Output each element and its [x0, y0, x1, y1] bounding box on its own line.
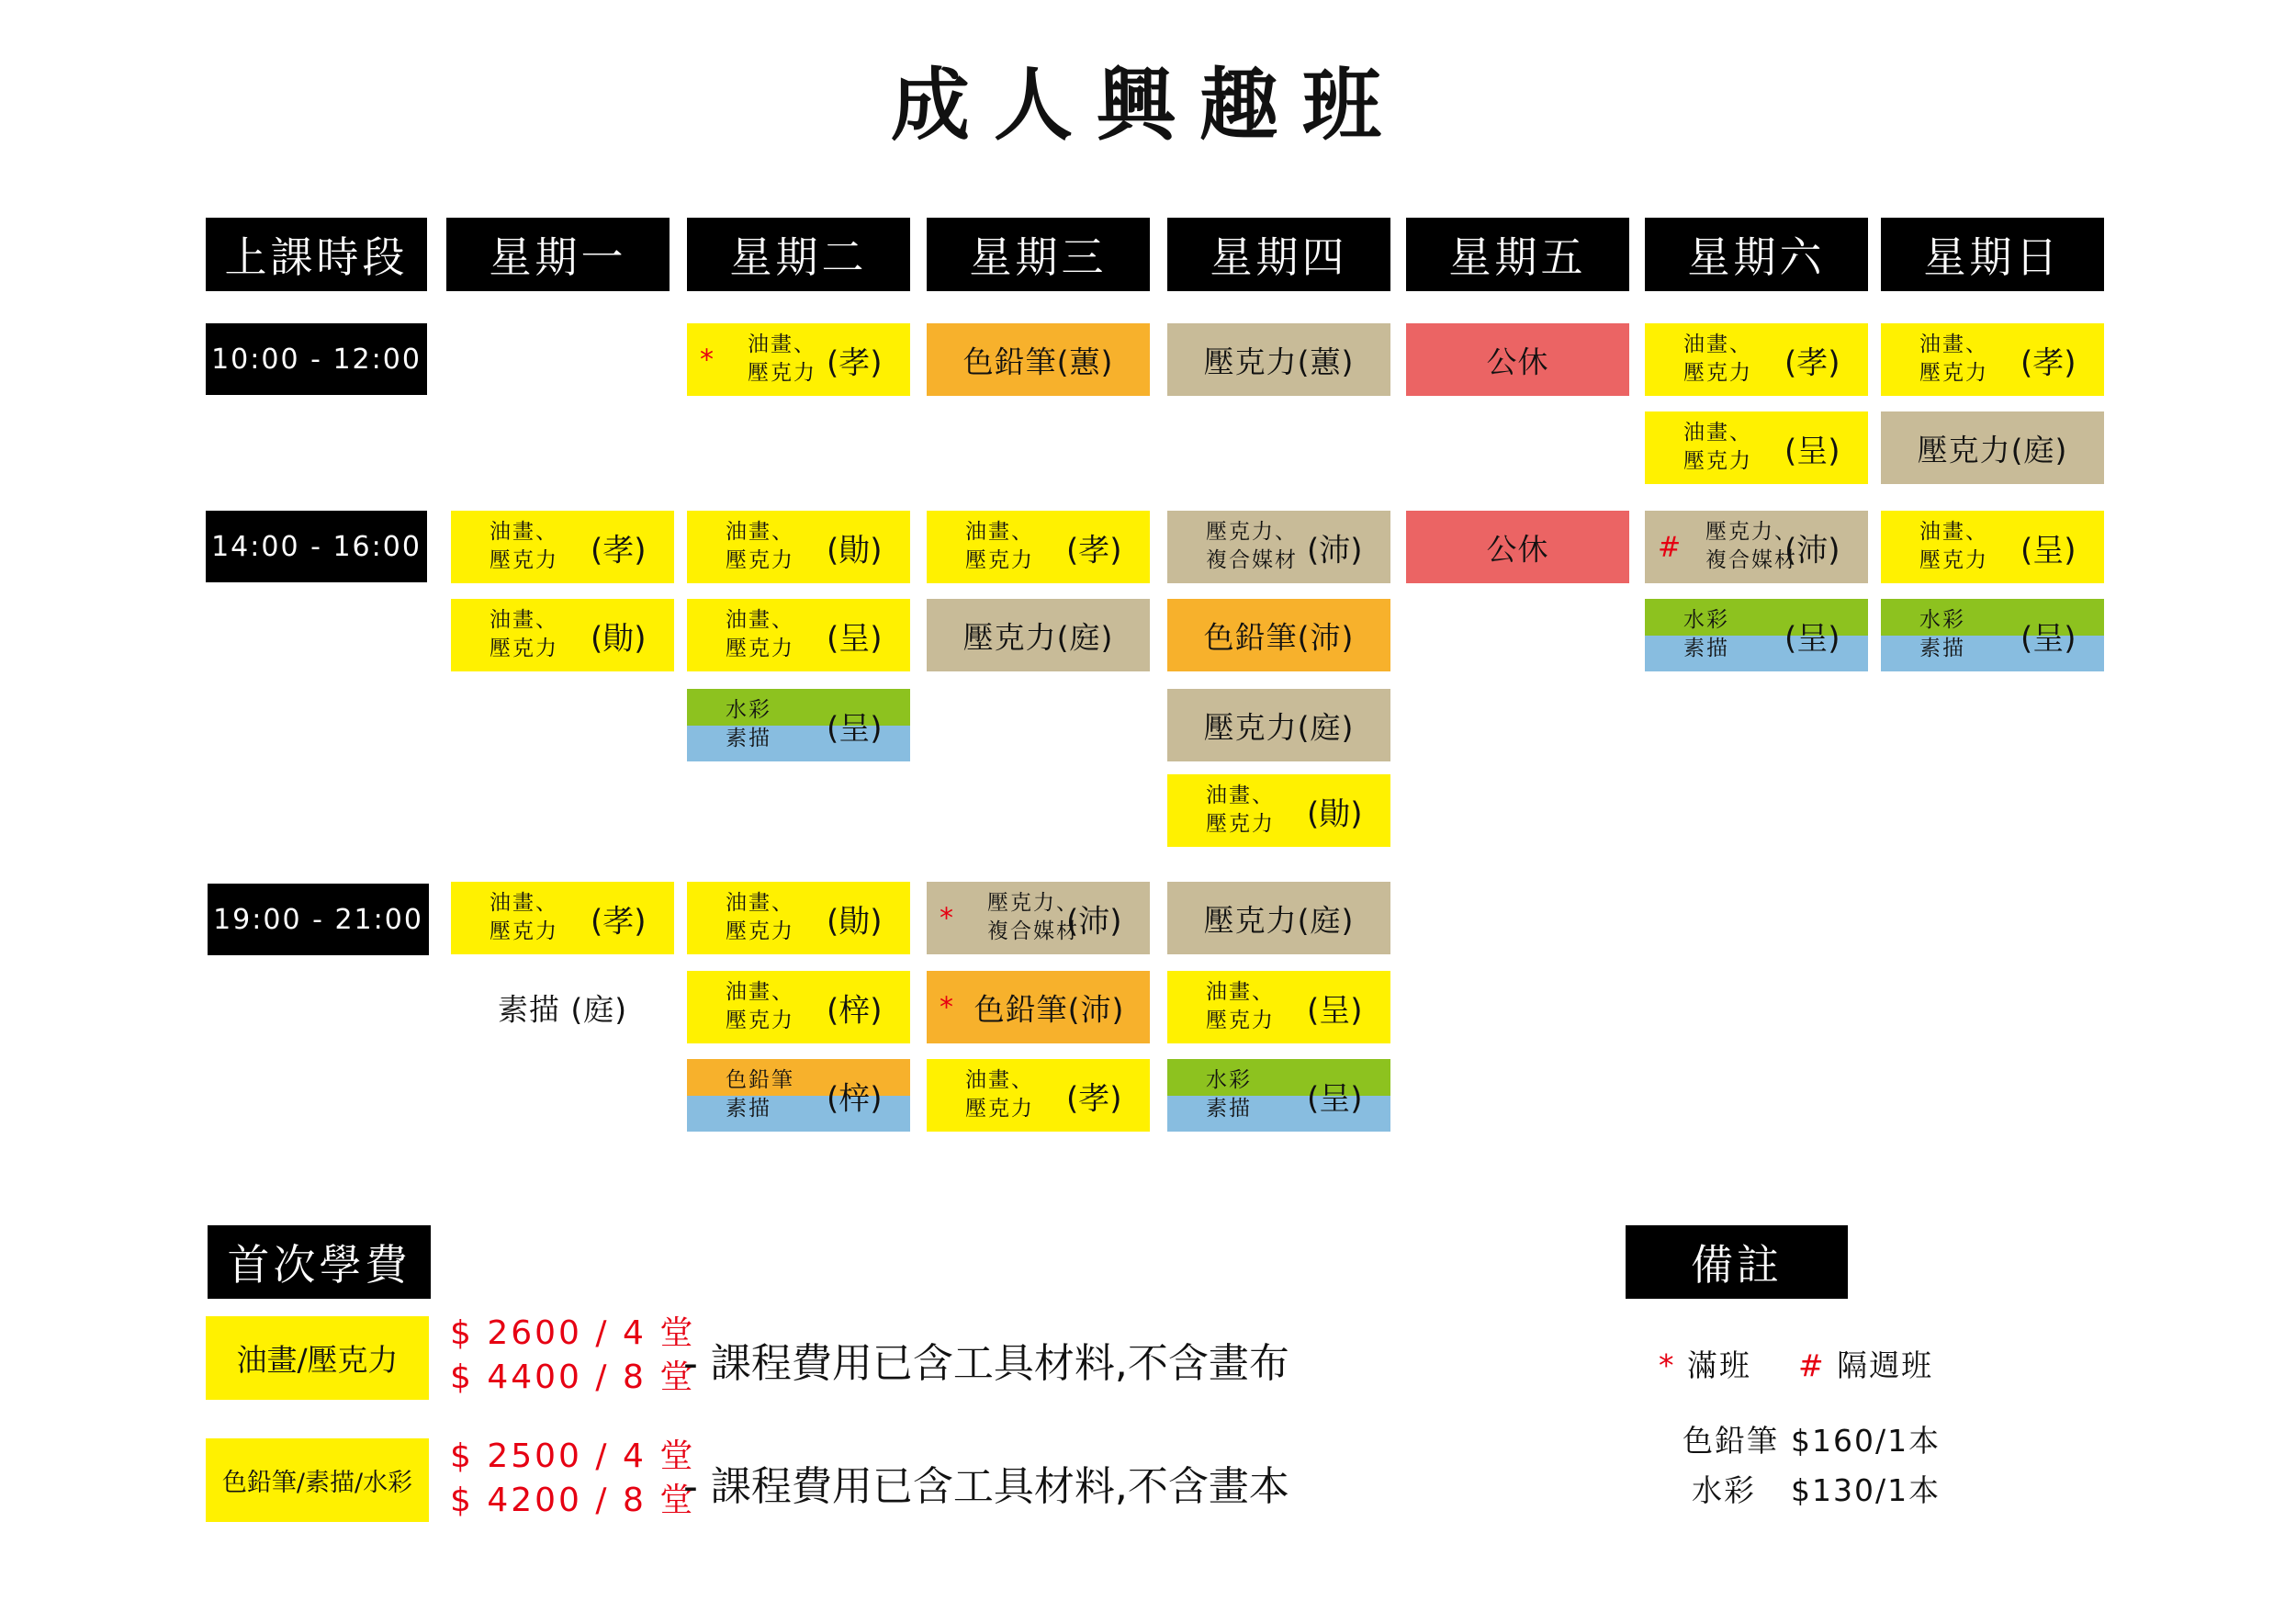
course-cell — [1645, 599, 1868, 671]
course-name: 壓克力(庭) — [1203, 709, 1355, 745]
remark-item-colored-pencil — [1683, 1417, 1941, 1460]
course-name — [1919, 606, 1965, 663]
course-cell — [927, 599, 1150, 671]
course-name — [1683, 606, 1729, 663]
remark-item-price: $160/1本 — [1791, 1423, 1941, 1459]
course-name — [490, 889, 558, 946]
teacher-label: (呈) — [2020, 532, 2077, 569]
course-cell — [1167, 511, 1390, 583]
teacher-label: (呈) — [1307, 992, 1363, 1029]
header-sunday: 星期日 — [1881, 218, 2104, 291]
course-name — [726, 696, 771, 753]
course-name: 素描 (庭) — [497, 991, 628, 1027]
course-name: 公休 — [1486, 344, 1549, 379]
course-cell — [1406, 511, 1629, 583]
course-cell — [687, 323, 910, 396]
price-8-lessons: $ 4200 / 8 堂 — [450, 1482, 696, 1519]
course-cell — [1881, 599, 2104, 671]
teacher-label: (呈) — [1307, 1080, 1363, 1117]
course-name — [1683, 419, 1752, 476]
header-monday: 星期一 — [446, 218, 670, 291]
fee-price-pencil-sketch-watercolor — [450, 1435, 695, 1523]
course-name: 色鉛筆(沛) — [974, 991, 1125, 1027]
remarks-header: 備註 — [1626, 1225, 1848, 1299]
teacher-label: (梓) — [827, 992, 883, 1029]
course-name-line: 油畫、 — [726, 891, 794, 915]
course-name-line: 壓克力、 — [1705, 520, 1797, 544]
page-title: 成人興趣班 — [891, 60, 1405, 152]
course-name — [1206, 978, 1275, 1035]
course-name-line: 水彩 — [1683, 608, 1729, 632]
course-name-line: 壓克力 — [1206, 812, 1275, 836]
course-cell — [927, 1059, 1150, 1132]
course-name — [1206, 518, 1298, 575]
course-name-line: 壓克力 — [965, 548, 1034, 572]
course-cell — [451, 511, 674, 583]
course-cell — [1881, 411, 2104, 484]
course-name-line: 油畫、 — [1206, 980, 1275, 1004]
teacher-label: (孝) — [591, 532, 647, 569]
teacher-label: (沛) — [1784, 532, 1840, 569]
teacher-label: (孝) — [2020, 344, 2077, 381]
course-name-line: 壓克力 — [726, 1009, 794, 1032]
course-cell — [1167, 882, 1390, 954]
course-name-line: 油畫、 — [1919, 520, 1988, 544]
course-name — [726, 518, 794, 575]
course-name-line: 水彩 — [1919, 608, 1965, 632]
teacher-label: (孝) — [827, 344, 883, 381]
course-cell — [927, 882, 1150, 954]
teacher-label: (呈) — [1784, 620, 1840, 657]
course-name-line: 素描 — [1919, 637, 1965, 660]
course-cell — [687, 971, 910, 1043]
course-cell — [687, 689, 910, 761]
course-cell — [1645, 323, 1868, 396]
course-name-line: 複合媒材 — [987, 919, 1079, 943]
teacher-label: (沛) — [1307, 532, 1363, 569]
course-cell — [687, 1059, 910, 1132]
course-name — [1206, 1066, 1252, 1123]
course-name — [1683, 331, 1752, 388]
course-name-line: 油畫、 — [1683, 421, 1752, 445]
course-cell — [1167, 774, 1390, 847]
course-cell — [1645, 411, 1868, 484]
full-class-label: 滿班 — [1687, 1347, 1751, 1383]
course-name-line: 壓克力 — [726, 548, 794, 572]
course-name: 壓克力(蕙) — [1203, 344, 1355, 379]
course-name — [490, 518, 558, 575]
course-name-line: 壓克力 — [748, 361, 816, 385]
course-name — [726, 978, 794, 1035]
course-name-line: 油畫、 — [965, 520, 1034, 544]
course-cell — [451, 599, 674, 671]
remark-item-name: 水彩 — [1692, 1472, 1756, 1508]
course-cell — [1167, 971, 1390, 1043]
course-name — [987, 889, 1079, 946]
teacher-label: (梓) — [827, 1080, 883, 1117]
course-name-line: 複合媒材 — [1206, 548, 1298, 572]
price-4-lessons: $ 2500 / 4 堂 — [450, 1437, 696, 1475]
alternate-week-label: 隔週班 — [1837, 1347, 1934, 1383]
course-name-line: 油畫、 — [1919, 332, 1988, 356]
course-name-line: 素描 — [1683, 637, 1729, 660]
course-name — [726, 606, 794, 663]
time-slot-morning: 10:00 - 12:00 — [206, 323, 427, 395]
course-name-line: 水彩 — [1206, 1068, 1252, 1092]
course-cell — [1406, 323, 1629, 396]
course-cell — [927, 971, 1150, 1043]
course-cell — [927, 511, 1150, 583]
fee-note-pencil-sketch-watercolor: - 課程費用已含工具材料,不含畫本 — [683, 1463, 1289, 1510]
course-name-line: 素描 — [726, 727, 771, 750]
teacher-label: (勛) — [827, 903, 883, 940]
teacher-label: (呈) — [1784, 433, 1840, 469]
course-cell — [687, 882, 910, 954]
teacher-label: (孝) — [1066, 1080, 1122, 1117]
course-cell — [1881, 323, 2104, 396]
course-name-line: 素描 — [1206, 1097, 1252, 1121]
header-wednesday: 星期三 — [927, 218, 1150, 291]
course-name-line: 水彩 — [726, 698, 771, 722]
course-name: 色鉛筆(蕙) — [962, 344, 1114, 379]
teacher-label: (勛) — [827, 532, 883, 569]
teacher-label: (呈) — [827, 620, 883, 657]
course-name-line: 壓克力 — [1683, 449, 1752, 473]
course-name — [1919, 518, 1988, 575]
remarks-legend — [1659, 1342, 1933, 1385]
course-name-line: 壓克力 — [490, 548, 558, 572]
teacher-label: (孝) — [591, 903, 647, 940]
teacher-label: (勛) — [1307, 795, 1363, 832]
fee-note-oil-acrylic: - 課程費用已含工具材料,不含畫布 — [683, 1340, 1289, 1387]
header-tuesday: 星期二 — [687, 218, 910, 291]
course-name — [490, 606, 558, 663]
course-name — [965, 1066, 1034, 1123]
price-8-lessons: $ 4400 / 8 堂 — [450, 1358, 696, 1396]
course-cell — [451, 882, 674, 954]
alternate-week-mark: # — [1798, 1347, 1826, 1383]
course-name-line: 油畫、 — [965, 1068, 1034, 1092]
course-name-line: 壓克力 — [1919, 361, 1988, 385]
teacher-label: (孝) — [1784, 344, 1840, 381]
course-name — [1705, 518, 1797, 575]
teacher-label: (沛) — [1066, 903, 1122, 940]
course-name-line: 壓克力 — [726, 919, 794, 943]
course-name: 色鉛筆(沛) — [1203, 619, 1355, 655]
course-name-line: 壓克力 — [726, 637, 794, 660]
course-name — [965, 518, 1034, 575]
course-name-line: 素描 — [726, 1097, 771, 1121]
course-name-line: 油畫、 — [490, 608, 558, 632]
course-cell — [1645, 511, 1868, 583]
course-name-line: 油畫、 — [490, 520, 558, 544]
teacher-label: (呈) — [827, 710, 883, 747]
course-cell — [1167, 1059, 1390, 1132]
course-name-line: 油畫、 — [726, 608, 794, 632]
course-name: 公休 — [1486, 531, 1549, 567]
course-cell — [1167, 599, 1390, 671]
teacher-label: (勛) — [591, 620, 647, 657]
fee-label-pencil-sketch-watercolor: 色鉛筆/素描/水彩 — [206, 1438, 429, 1522]
course-name — [1919, 331, 1988, 388]
header-friday: 星期五 — [1406, 218, 1629, 291]
full-class-mark: * — [700, 344, 714, 376]
course-name-line: 油畫、 — [726, 520, 794, 544]
course-name — [726, 1066, 794, 1123]
course-name-line: 壓克力 — [1683, 361, 1752, 385]
course-name-line: 油畫、 — [1683, 332, 1752, 356]
course-cell — [687, 511, 910, 583]
full-class-mark: * — [940, 991, 953, 1023]
alternate-week-mark: # — [1658, 531, 1682, 563]
course-name-line: 油畫、 — [1206, 783, 1275, 807]
header-time-slot: 上課時段 — [206, 218, 427, 291]
full-class-mark: * — [940, 902, 953, 934]
course-name-line: 油畫、 — [748, 332, 816, 356]
course-name-line: 油畫、 — [490, 891, 558, 915]
course-cell — [1167, 689, 1390, 761]
course-cell — [1167, 323, 1390, 396]
course-name-line: 壓克力 — [1919, 548, 1988, 572]
header-thursday: 星期四 — [1167, 218, 1390, 291]
course-name-line: 壓克力 — [490, 637, 558, 660]
course-name-line: 壓克力、 — [1206, 520, 1298, 544]
course-cell — [451, 971, 674, 1043]
course-cell — [687, 599, 910, 671]
time-slot-evening: 19:00 - 21:00 — [208, 884, 429, 955]
full-class-mark: * — [1659, 1347, 1676, 1383]
time-slot-afternoon: 14:00 - 16:00 — [206, 511, 427, 582]
course-name — [726, 889, 794, 946]
course-name-line: 壓克力、 — [987, 891, 1079, 915]
remark-item-name: 色鉛筆 — [1683, 1423, 1779, 1459]
price-4-lessons: $ 2600 / 4 堂 — [450, 1314, 696, 1352]
course-name-line: 壓克力 — [965, 1097, 1034, 1121]
header-saturday: 星期六 — [1645, 218, 1868, 291]
tuition-header: 首次學費 — [208, 1225, 431, 1299]
course-name: 壓克力(庭) — [962, 619, 1114, 655]
course-name-line: 油畫、 — [726, 980, 794, 1004]
fee-price-oil-acrylic — [450, 1312, 695, 1400]
course-name: 壓克力(庭) — [1203, 902, 1355, 938]
course-cell — [927, 323, 1150, 396]
course-name-line: 壓克力 — [1206, 1009, 1275, 1032]
course-name-line: 複合媒材 — [1705, 548, 1797, 572]
course-name: 壓克力(庭) — [1917, 432, 2068, 468]
fee-label-oil-acrylic: 油畫/壓克力 — [206, 1316, 429, 1400]
teacher-label: (孝) — [1066, 532, 1122, 569]
teacher-label: (呈) — [2020, 620, 2077, 657]
course-name — [1206, 782, 1275, 839]
course-name-line: 壓克力 — [490, 919, 558, 943]
course-name-line: 色鉛筆 — [726, 1068, 794, 1092]
course-name — [748, 331, 816, 388]
remark-item-price: $130/1本 — [1791, 1472, 1941, 1508]
course-cell — [1881, 511, 2104, 583]
remark-item-watercolor — [1683, 1467, 1941, 1510]
